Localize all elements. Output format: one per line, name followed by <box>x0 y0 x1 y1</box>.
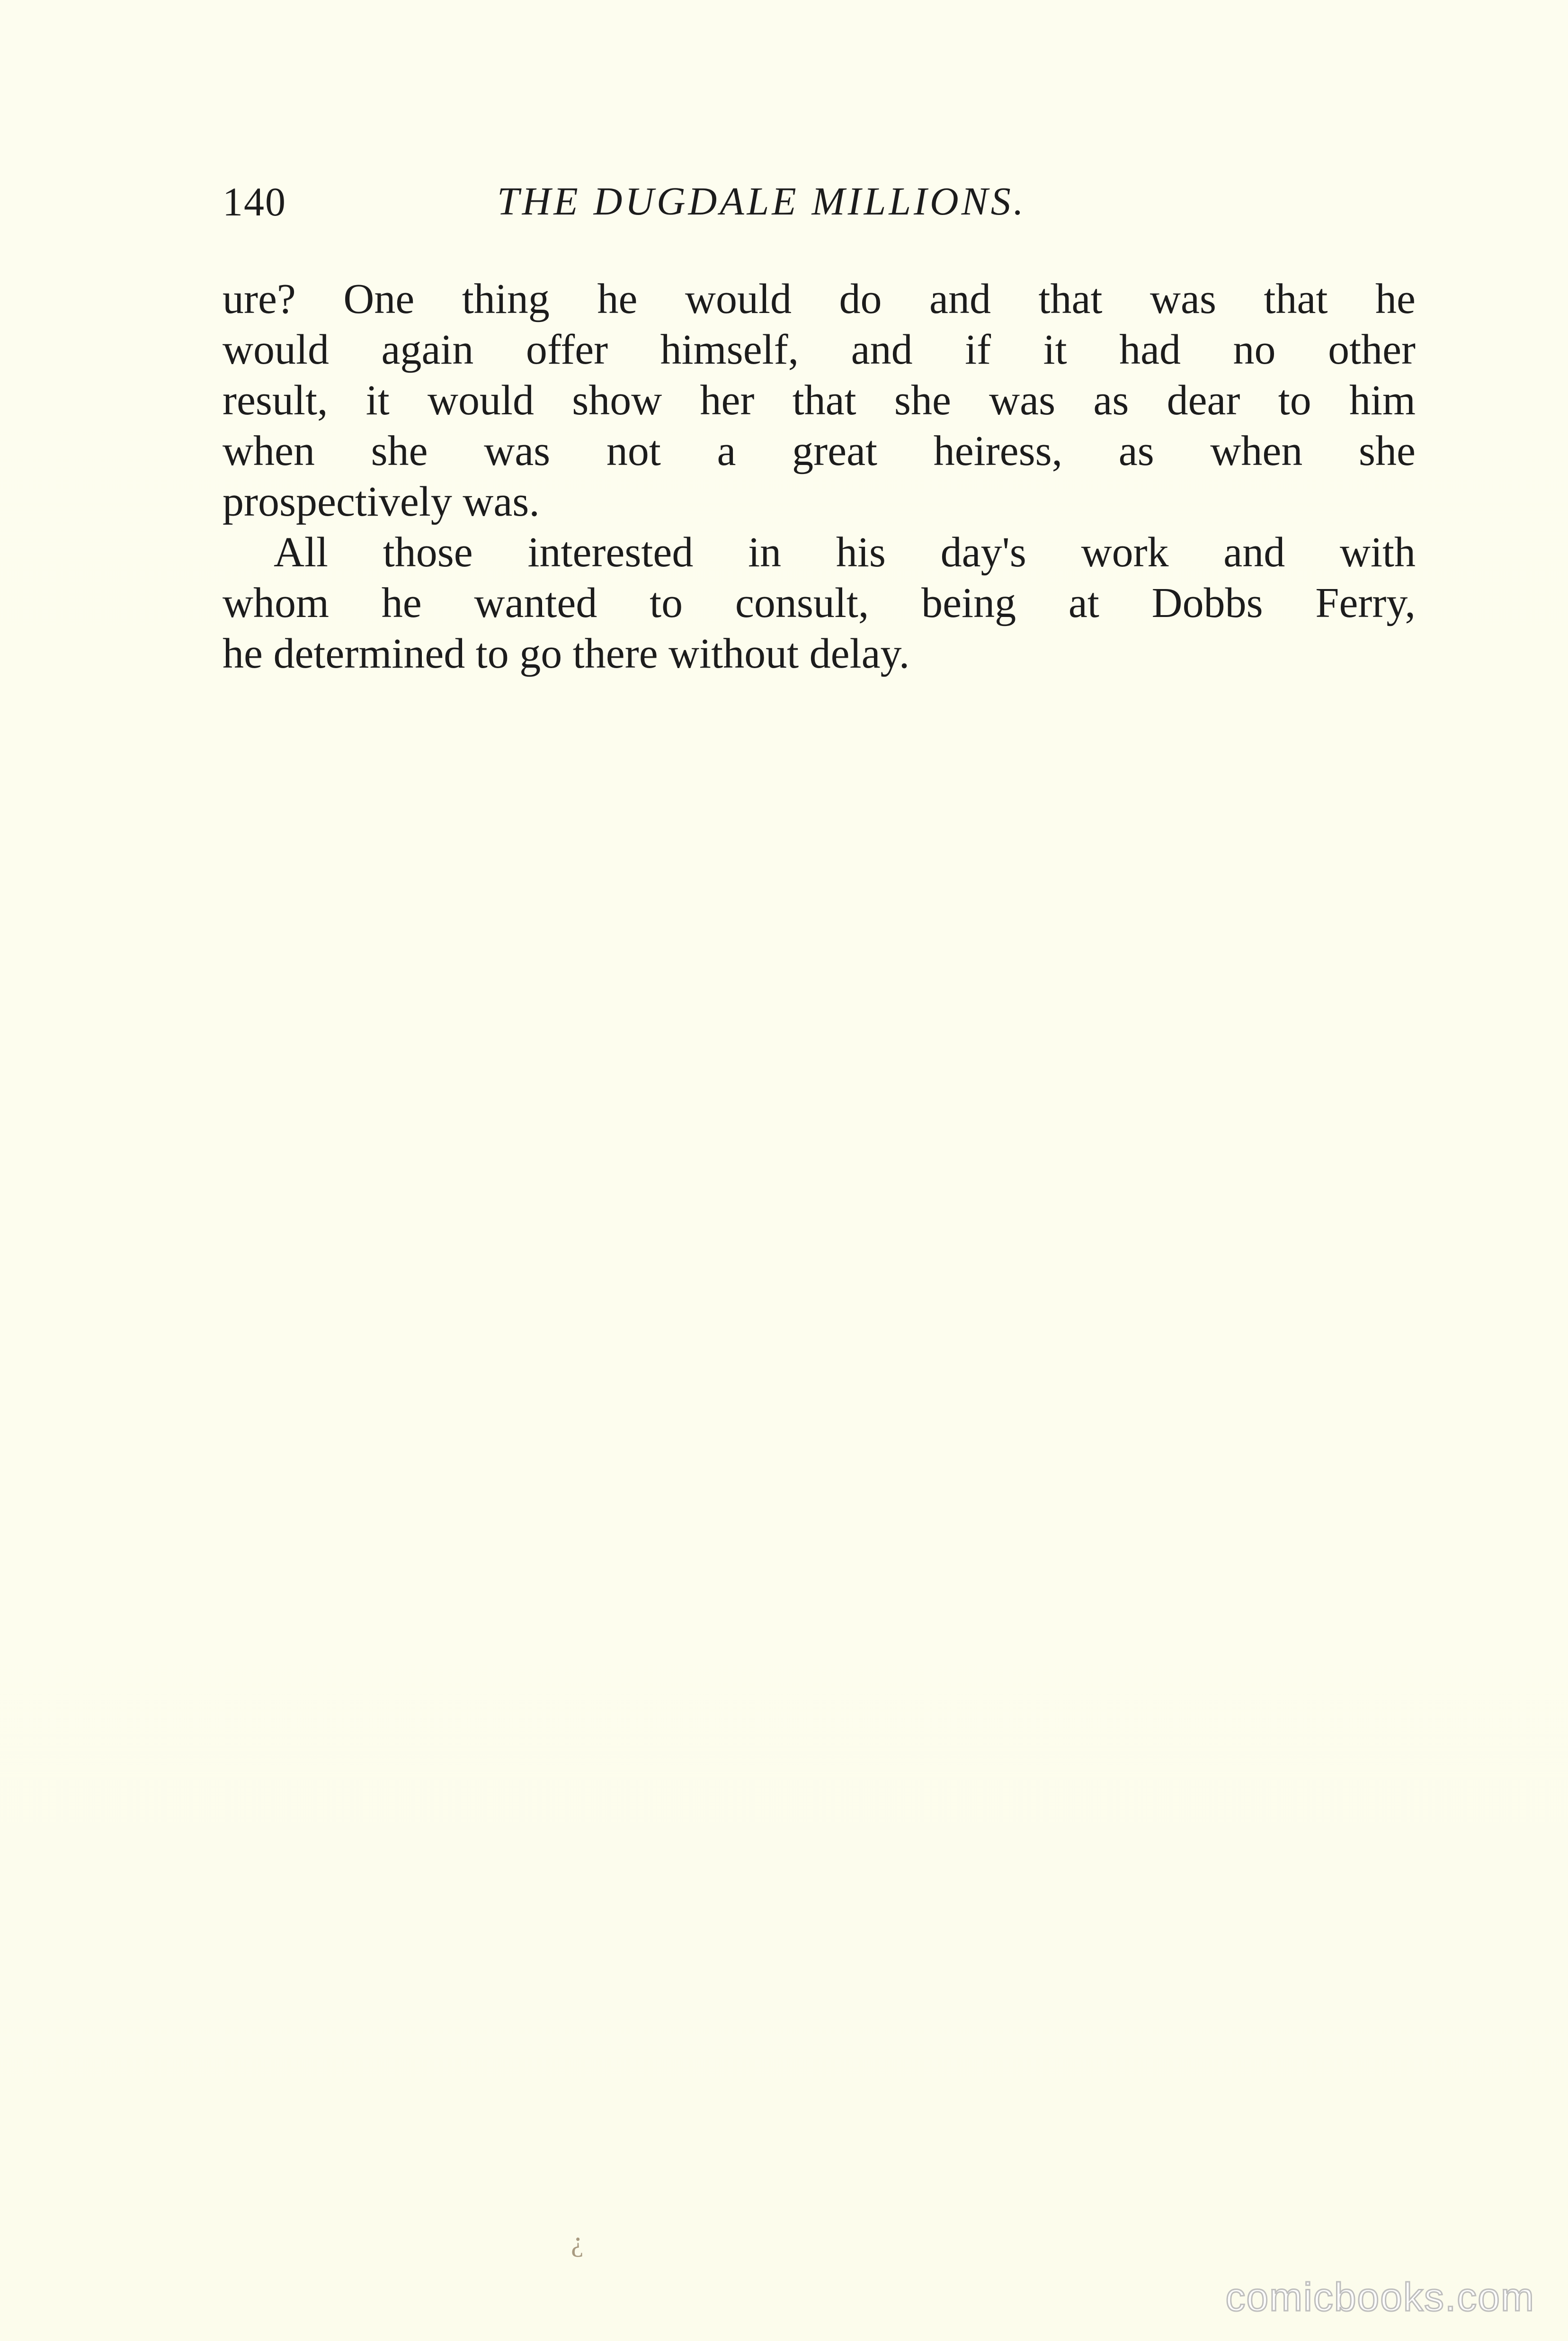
running-head <box>223 173 1416 230</box>
text-line: ure? One thing he would do and that was that he <box>223 276 1416 322</box>
text-line: would again offer himself, and if it had no other <box>223 326 1416 373</box>
page-number: 140 <box>223 179 286 224</box>
text-line: All those interested in his day's work and with <box>274 529 1416 576</box>
body-text <box>223 274 1416 679</box>
text-line: he determined to go there without delay. <box>223 630 910 677</box>
text-line: prospectively was. <box>223 478 540 525</box>
text-line: whom he wanted to consult, being at Dobbs Ferry, <box>223 580 1416 626</box>
text-line: result, it would show her that she was as dear to him <box>223 377 1416 424</box>
running-title: THE DUGDALE MILLIONS. <box>497 179 1026 223</box>
text-line: when she was not a great heiress, as when she <box>223 428 1416 474</box>
ink-speck: ¿ <box>571 2226 584 2257</box>
watermark-logo: comicbooks.com <box>1225 2275 1535 2319</box>
